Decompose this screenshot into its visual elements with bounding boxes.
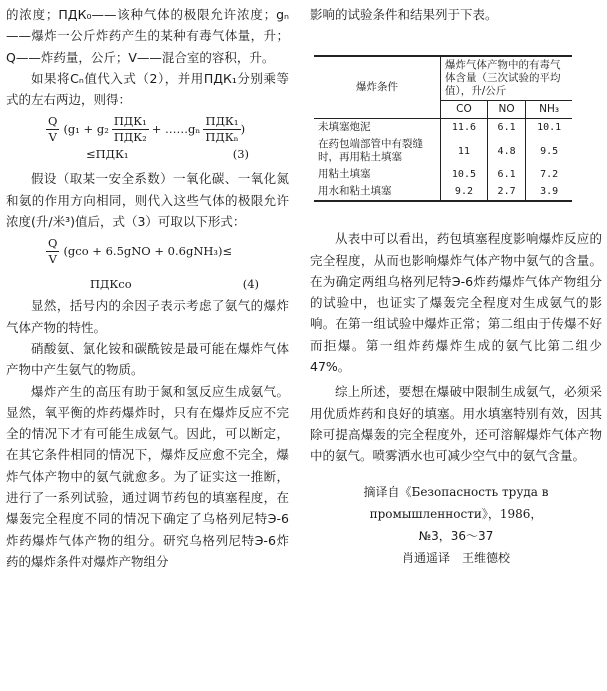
formula-3-rhs: ≤ПДК₁ xyxy=(86,147,129,162)
paragraph-substitution: 如果将Cₙ值代入式（2），并用ПДК₁分别乘等式的左右两边，则得： xyxy=(6,70,289,108)
cell-nh3: 10.1 xyxy=(526,119,572,137)
table-header-gas-content: 爆炸气体产物中的有毒气体含量（三次试验的平均值），升/公斤 xyxy=(441,56,573,101)
paragraph-assumption: 假设（取某一安全系数）一氧化碳、一氧化氮和氨的作用方向相同，则代入这些气体的极限允许浓度(升/米³)值后，式（3）可取以下形式： xyxy=(6,171,289,230)
paragraph-table-analysis: 从表中可以看出，药包填塞程度影响爆炸反应的完全程度，从而也影响爆炸气体产物中氨气的含量。在为确定两组乌格列尼特Э-6炸药爆炸气体产物组分的试验中，也证实了爆轰完全程度对生成氨气的影响。在第一组试验中爆炸正常；第二组由于传爆不好而拒爆。第一组炸药爆炸生成的氨气比第二组少47%。 xyxy=(310,231,602,375)
cell-nh3: 9.5 xyxy=(526,136,572,166)
formula-3-ratio-1: $\frac{\text{ПДК₁}}{\text{ПДК₂}}$ xyxy=(113,114,147,145)
table-header-no: NO xyxy=(487,101,525,119)
paragraph-definitions: 的浓度；ПДК₀——该种气体的极限允许浓度；gₙ——爆炸一公斤炸药产生的某种有毒气体量，升；Q——炸药量，公斤；V——混合室的容积，升。 xyxy=(6,7,289,65)
cell-co: 9.2 xyxy=(441,183,488,201)
citation-line-1: 摘译自《Безопасность труда в xyxy=(363,484,549,499)
formula-4-lhs-fraction: $\frac{Q}{V}$ xyxy=(48,236,58,267)
formula-4 xyxy=(6,236,289,292)
results-table xyxy=(314,55,572,202)
table-header-nh3: NH₃ xyxy=(526,101,572,119)
right-column xyxy=(310,4,602,569)
cell-nh3: 3.9 xyxy=(526,183,572,201)
formula-4-rhs: ПДКco xyxy=(90,277,132,292)
formula-3-close: ) xyxy=(240,122,246,137)
citation-line-2: промышленности》，1986， xyxy=(369,506,543,521)
formula-4-body: (gco + 6.5gNO + 0.6gNH₃)≤ xyxy=(63,244,233,259)
table-header-condition: 爆炸条件 xyxy=(314,56,441,119)
formula-3-ratio-n: $\frac{\text{ПДК₁}}{\text{ПДКₙ}}$ xyxy=(205,114,239,145)
formula-3-lhs-fraction: $\frac{Q}{V}$ xyxy=(48,114,58,145)
table-row xyxy=(314,166,572,183)
formula-4-number: (4) xyxy=(242,277,259,292)
cell-co: 11.6 xyxy=(441,119,488,137)
formula-3 xyxy=(6,114,289,162)
row-label: 未填塞炮泥 xyxy=(318,121,371,134)
citation-line-3: №3，36～37 xyxy=(418,528,494,543)
row-label: 用粘土填塞 xyxy=(318,168,371,181)
row-label: 用水和粘土填塞 xyxy=(314,183,441,201)
cell-nh3: 7.2 xyxy=(526,166,572,183)
citation-translator: 肖通遥译 王维德校 xyxy=(401,550,510,565)
table-row xyxy=(314,119,572,137)
row-label: 在药包端部管中有裂缝时，再用粘土填塞 xyxy=(318,138,423,164)
table-row xyxy=(314,183,572,201)
formula-3-mid: + ……gₙ xyxy=(151,122,201,137)
formula-3-g-terms: (g₁ + g₂ xyxy=(63,122,109,137)
cell-co: 10.5 xyxy=(441,166,488,183)
paragraph-substances: 硝酸氨、氯化铵和碳酰铵是最可能在爆炸气体产物中产生氨气的物质。 xyxy=(6,340,289,378)
cell-no: 2.7 xyxy=(487,183,525,201)
formula-3-number: (3) xyxy=(232,147,249,162)
table-row xyxy=(314,136,572,166)
paragraph-table-intro: 影响的试验条件和结果列于下表。 xyxy=(310,7,498,22)
cell-no: 6.1 xyxy=(487,119,525,137)
cell-no: 6.1 xyxy=(487,166,525,183)
cell-no: 4.8 xyxy=(487,136,525,166)
left-column xyxy=(6,4,289,572)
cell-co: 11 xyxy=(441,136,488,166)
paragraph-high-pressure: 爆炸产生的高压有助于氮和氢反应生成氨气。显然，氧平衡的炸药爆炸时，只有在爆炸反应不完全的情况下才有可能生成氨气。因此，可以断定，在其它条件相同的情况下，爆炸反应愈不完全，爆炸气体产物中的氨气就愈多。为了证实这一推断，进行了一系列试验，通过调节药包的填塞程度，在爆轰完全程度不同的情况下确定了乌格列尼特Э-6炸药爆炸气体产物的组分。研究乌格列尼特Э-6炸药的爆炸条件对爆炸产物组分 xyxy=(6,383,289,569)
paragraph-cofactor: 显然，括号内的余因子表示考虑了氨气的爆炸气体产物的特性。 xyxy=(6,298,289,335)
paragraph-conclusion: 综上所述，要想在爆破中限制生成氨气，必须采用优质炸药和良好的填塞。用水填塞特别有效，因其除可提高爆轰的完全程度外，还可溶解爆炸气体产物中的氨气。喷雾洒水也可减少空气中的氨气含量。 xyxy=(310,384,602,464)
citation xyxy=(310,481,602,569)
table-header-co: CO xyxy=(441,101,488,119)
